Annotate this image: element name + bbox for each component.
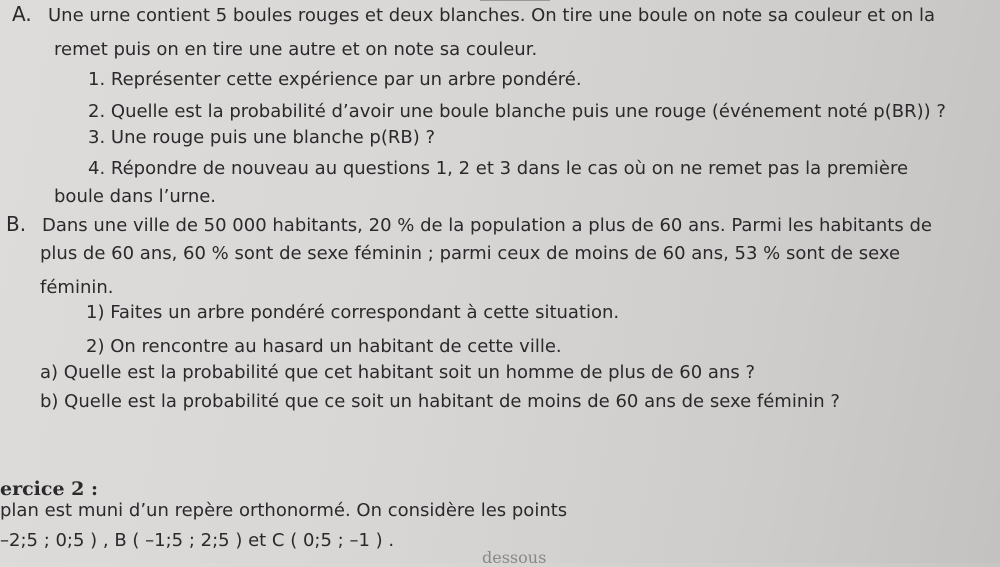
part-b-question-a: a) Quelle est la probabilité que cet habitant soit un homme de plus de 60 ans ? bbox=[40, 362, 755, 383]
exercise-2-line3-partial: dessous bbox=[482, 548, 547, 567]
part-b-question-1: 1) Faites un arbre pondéré correspondant à cette situation. bbox=[86, 302, 620, 323]
part-a-question-2: 2. Quelle est la probabilité d’avoir une boule blanche puis une rouge (événement noté p(BR)) ? bbox=[88, 101, 946, 122]
part-b-intro-line2: plus de 60 ans, 60 % sont de sexe féminin ; parmi ceux de moins de 60 ans, 53 % sont de sexe bbox=[40, 243, 901, 264]
part-a-question-4-line2: boule dans l’urne. bbox=[54, 186, 217, 207]
exercise-2-line1: plan est muni d’un repère orthonormé. On considère les points bbox=[0, 500, 568, 521]
part-b-intro-line3: féminin. bbox=[40, 277, 114, 298]
part-a-intro-line1: A. Une urne contient 5 boules rouges et deux blanches. On tire une boule on note sa couleur et on la bbox=[12, 2, 936, 26]
part-a-question-1: 1. Représenter cette expérience par un arbre pondéré. bbox=[88, 69, 582, 90]
part-b-question-b: b) Quelle est la probabilité que ce soit un habitant de moins de 60 ans de sexe féminin ? bbox=[40, 391, 840, 412]
part-a-question-3: 3. Une rouge puis une blanche p(RB) ? bbox=[88, 127, 436, 148]
exercise-2-line2: –2;5 ; 0;5 ) , B ( –1;5 ; 2;5 ) et C ( 0;5 ; –1 ) . bbox=[0, 530, 395, 551]
part-b-intro-line1: B. Dans une ville de 50 000 habitants, 20 % de la population a plus de 60 ans. Parmi les habitants de bbox=[6, 212, 932, 236]
part-b-label: B. bbox=[6, 212, 27, 236]
part-a-label: A. bbox=[12, 2, 32, 26]
exercise-2-title: ercice 2 : bbox=[0, 478, 99, 500]
part-a-intro-line2: remet puis on en tire une autre et on note sa couleur. bbox=[54, 39, 538, 60]
part-a-question-4-line1: 4. Répondre de nouveau au questions 1, 2 et 3 dans le cas où on ne remet pas la première bbox=[88, 158, 909, 179]
part-b-question-2: 2) On rencontre au hasard un habitant de cette ville. bbox=[86, 336, 562, 357]
